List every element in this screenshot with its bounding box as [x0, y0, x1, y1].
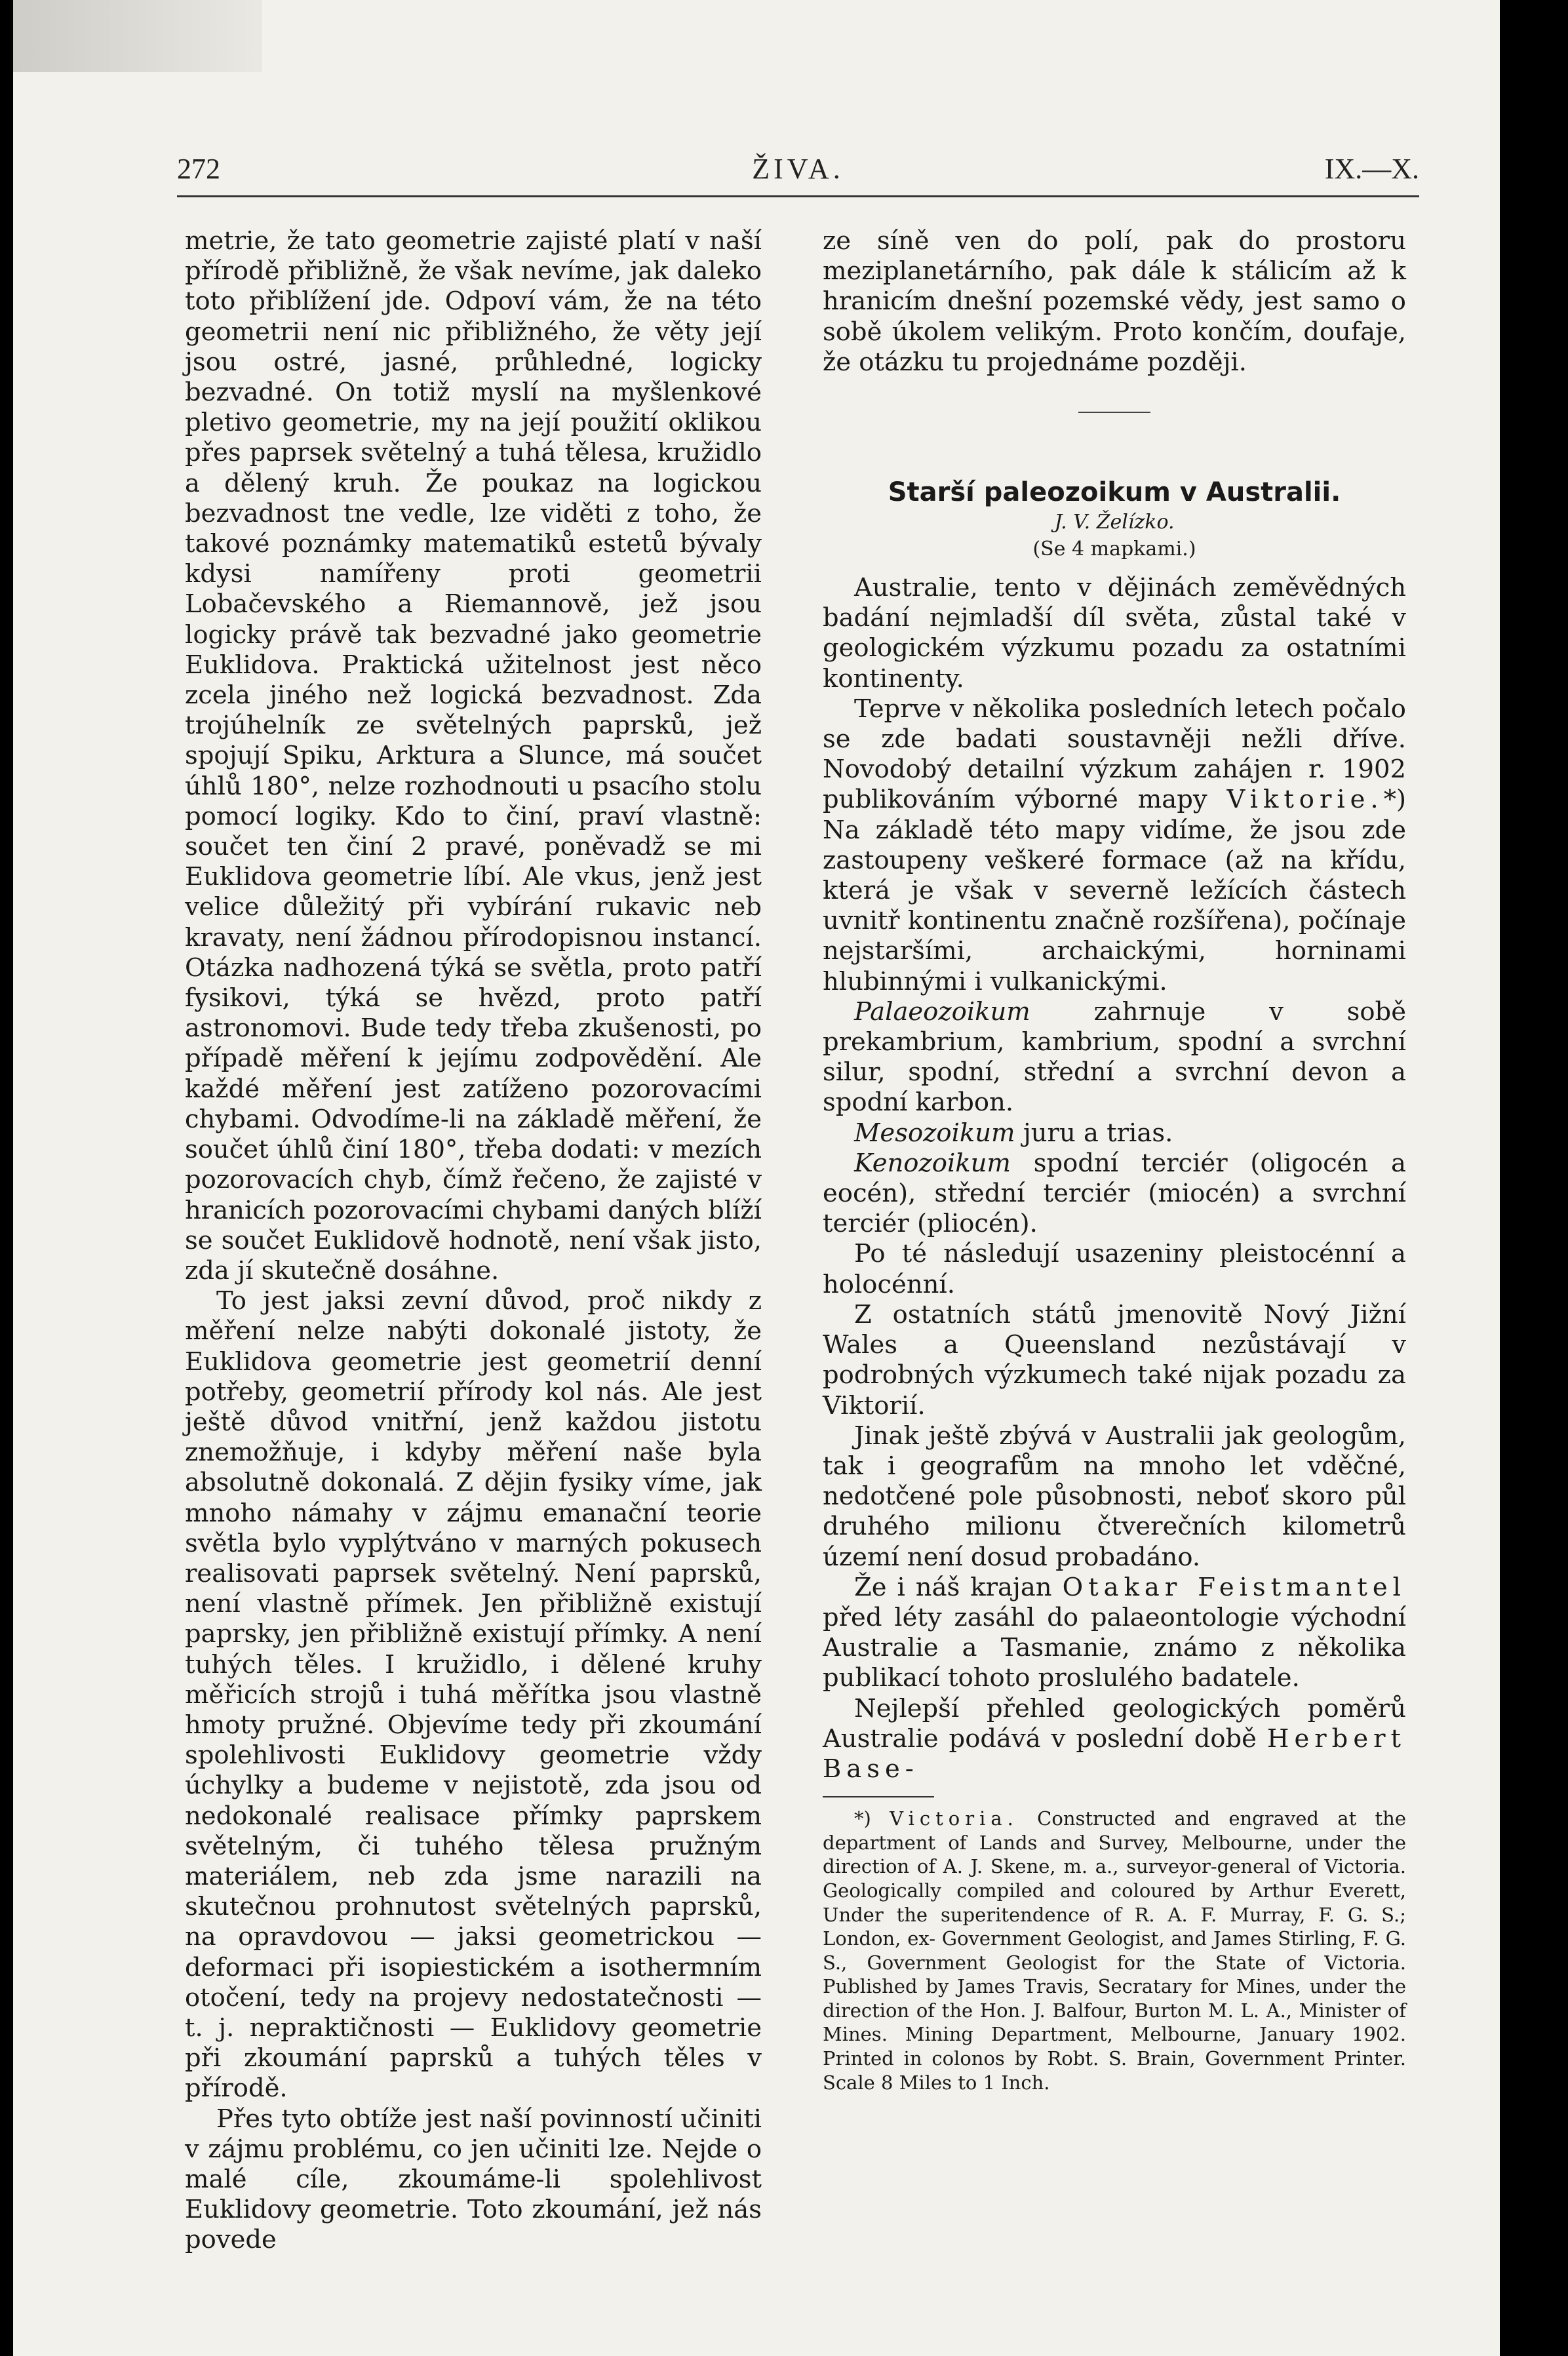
left-column [185, 226, 762, 2256]
right-column [823, 226, 1406, 2094]
footnote: *) Victoria. Constructed and engraved at the department of Lands and Survey, Melbourne, under the direction of A. J. Skene, m. a., surveyor-general of Victoria. Geologically compiled and coloured by Arthur Everett, Under the superitendence of R. A. F. Murray, F. G. S.; London, ex- Government Geologist, and James Stirling, F. G. S., Government Geologist for the State of Victoria. Published by James Travis, Secratary for Mines, under the direction of the Hon. J. Balfour, Burton M. L. A., Minister of Mines. Mining Department, Melbourne, January 1902. Printed in colonos by Robt. S. Brain, Government Printer. Scale 8 Miles to 1 Inch. [823, 1807, 1407, 2094]
paragraph: Přes tyto obtíže jest naší povinností učiniti v zájmu problému, co jen učiniti lze. Nejde o malé cíle, zkoumáme-li spolehlivost Euklidovy geometrie. Toto zkoumání, jež nás povede [185, 2104, 762, 2255]
article-author: J. V. Želízko. [1054, 511, 1175, 534]
paragraph: metrie, že tato geometrie zajisté platí v naší přírodě přibližně, že však nevíme, jak daleko toto přiblížení jde. Odpoví vám, že na této geometrii není nic přibližného, že věty její jsou ostré, jasné, průhledné, logicky bezvadné. On totiž myslí na myšlenkové pletivo geometrie, my na její použití oklikou přes paprsek světelný a tuhá tělesa, kružidlo a dělený kruh. Že poukaz na logickou bezvadnost tne vedle, lze viděti z toho, že takové poznámky matematiků estetů bývaly kdysi namířeny proti geometrii Lobačevského a Riemannově, jež jsou logicky právě tak bezvadné jako geometrie Euklidova. Praktická užitelnost jest něco zcela jiného než logická bezvadnost. Zda trojúhelník ze světelných paprsků, jež spojují Spiku, Arktura a Slunce, má součet úhlů 180°, nelze rozhodnouti u psacího stolu pomocí logiky. Kdo to činí, praví vlastně: součet ten činí 2 pravé, poněvadž se mi Euklidova geometrie líbí. Ale vkus, jenž jest velice důležitý při vybírání rukavic neb kravaty, není žádnou přírodopisnou instancí. Otázka nadhozená týká se světla, proto patří fysikovi, týká se hvězd, proto patří astronomovi. Bude tedy třeba zkušenosti, po případě měření k jejímu zodpovědění. Ale každé měření jest zatíženo pozorovacími chybami. Odvodíme-li na základě měření, že součet úhlů činí 180°, třeba dodati: v mezích pozorovacích chyb, čímž řečeno, že zajisté v hranicích pozorovacími chybami daných blíží se součet Euklidově hodnotě, není však jisto, zda jí skutečně dosáhne. [185, 226, 762, 1286]
paragraph: Nejlepší přehled geologických poměrů Australie podává v poslední době Herbert Base- [823, 1693, 1406, 1784]
page-number: 272 [177, 153, 220, 185]
running-header [177, 152, 1419, 191]
scanned-page [13, 0, 1500, 2356]
paragraph: ze síně ven do polí, pak do prostoru meziplanetárního, pak dále k stálicím až k hranicím dnešní pozemské vědy, jest samo o sobě úkolem velikým. Proto končím, doufaje, že otázku tu projednáme později. [823, 226, 1406, 377]
spaced-name: Victoria. [890, 1807, 1019, 1830]
journal-title: ŽIVA. [752, 153, 844, 185]
issue-number: IX.—X. [1324, 153, 1419, 185]
paragraph: Palaeozoikum zahrnuje v sobě prekambrium, kambrium, spodní a svrchní silur, spodní, střední a svrchní devon a spodní karbon. [823, 996, 1406, 1118]
spaced-name: Herbert Base- [823, 1723, 1406, 1784]
paragraph: Teprve v několika posledních letech počalo se zde badati soustavněji nežli dříve. Novodobý detailní výzkum zahájen r. 1902 publikováním výborné mapy Viktorie.*) Na základě této mapy vidíme, že jsou zde zastoupeny veškeré formace (až na křídu, která je však v severně ležících částech uvnitř kontinentu značně rozšířena), počínaje nejstaršími, archaickými, horninami hlubinnými i vulkanickými. [823, 694, 1406, 996]
footnote-rule [823, 1796, 934, 1797]
scan-artifact [13, 0, 262, 72]
term: Palaeozoikum [854, 996, 1030, 1027]
paragraph: Z ostatních států jmenovitě Nový Jižní Wales a Queensland nezůstávají v podrobných výzkumech také nijak pozadu za Viktorií. [823, 1299, 1406, 1421]
paragraph: Po té následují usazeniny pleistocénní a holocénní. [823, 1239, 1406, 1299]
article-title: Starší paleozoikum v Australii. [888, 477, 1341, 508]
paragraph: To jest jaksi zevní důvod, proč nikdy z měření nelze nabýti dokonalé jistoty, že Euklidova geometrie jest geometrií denní potřeby, geometrií přírody kol nás. Ale jest ještě důvod vnitřní, jenž každou jistotu znemožňuje, i kdyby měření naše byla absolutně dokonalá. Z dějin fysiky víme, jak mnoho námahy v zájmu emanační teorie světla bylo vyplýtváno v marných pokusech realisovati paprsek světelný. Není paprsků, není vlastně přímek. Jen přibližně existují paprsky, jen přibližně existují přímky. A není tuhých těles. I kružidlo, i dělené kruhy měřicích strojů i tuhá měřítka jsou vlastně hmoty pružné. Objevíme tedy při zkoumání spolehlivosti Euklidovy geometrie vždy úchylky a budeme v nejistotě, zda jsou od nedokonalé realisace přímky paprskem světelným, či tuhého tělesa pružným materiálem, neb zda jsme narazili na skutečnou prohnutost světelných paprsků, na opravdovou — jaksi geometrickou — deformaci při isopiestickém a isothermním otočení, tedy na projevy nedostatečnosti — t. j. nepraktičnosti — Euklidovy geometrie při zkoumání paprsků a tuhých těles v přírodě. [185, 1286, 762, 2104]
term: Mesozoikum [854, 1118, 1015, 1148]
spaced-name: Viktorie. [1226, 785, 1384, 815]
paragraph: Australie, tento v dějinách zeměvědných badání nejmladší díl světa, zůstal také v geologickém výzkumu pozadu za ostatními kontinenty. [823, 573, 1406, 694]
paragraph: Jinak ještě zbývá v Australii jak geologům, tak i geografům na mnoho let vděčné, nedotčené pole působnosti, neboť skoro půl druhého milionu čtverečních kilometrů území není dosud probadáno. [823, 1421, 1406, 1572]
header-rule [177, 195, 1419, 197]
term: Kenozoikum [854, 1148, 1011, 1178]
spaced-name: Otakar Feistmantel [1062, 1572, 1406, 1602]
paragraph: Kenozoikum spodní terciér (oligocén a eocén), střední terciér (miocén) a svrchní terciér (pliocén). [823, 1148, 1406, 1239]
article-note: (Se 4 mapkami.) [1032, 538, 1196, 561]
paragraph: Mesozoikum juru a trias. [854, 1118, 1173, 1148]
section-separator [1078, 412, 1150, 413]
paragraph: Že i náš krajan Otakar Feistmantel před léty zasáhl do palaeontologie východní Australie a Tasmanie, známo z několika publikací tohoto proslulého badatele. [823, 1572, 1406, 1693]
